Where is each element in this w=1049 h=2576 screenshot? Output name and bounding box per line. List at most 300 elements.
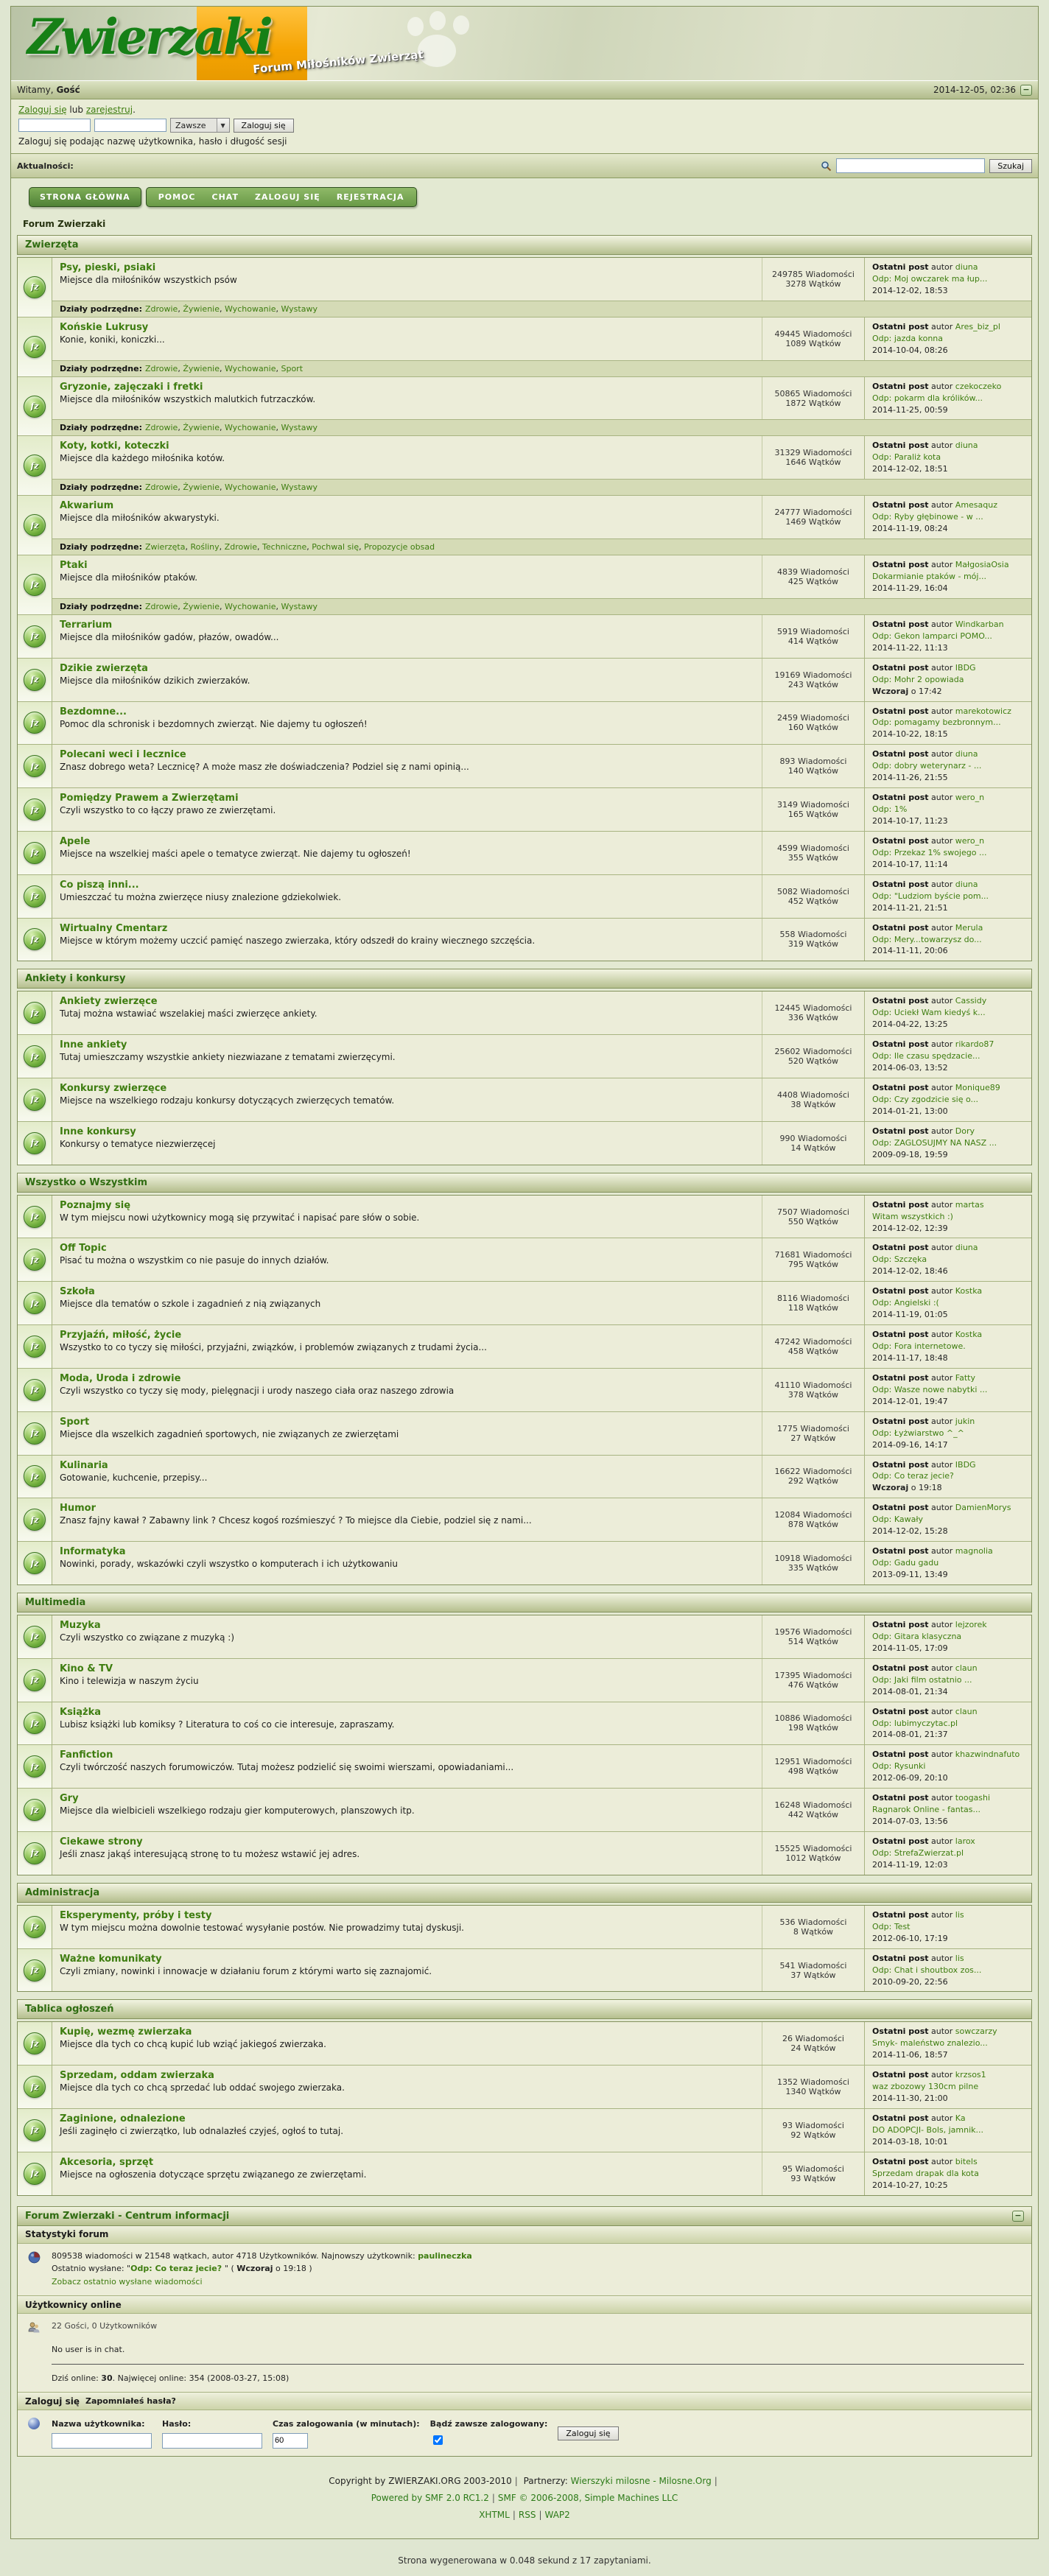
board-icon-label: fz xyxy=(30,1922,39,1932)
board-lastpost-cell xyxy=(864,1702,1031,1745)
subboard-link[interactable]: Żywienie xyxy=(183,601,220,611)
subboard-link[interactable]: Wychowanie xyxy=(225,601,276,611)
lastpost-author-link[interactable]: Merula xyxy=(955,922,983,933)
board-topics: 795 Wątków xyxy=(787,1260,839,1270)
board-messages: 249785 Wiadomości xyxy=(772,269,855,279)
subboard-link[interactable]: Zdrowie xyxy=(144,482,178,493)
lastpost-author-link[interactable]: diuna xyxy=(955,262,978,272)
tab-strona-glowna[interactable]: STRONA GŁÓWNA xyxy=(29,187,141,207)
board-lastpost-cell xyxy=(864,1745,1031,1788)
lastpost-author-link[interactable]: wero_n xyxy=(955,835,985,846)
subboards-band xyxy=(52,360,1031,376)
subboard-link[interactable]: Pochwal się xyxy=(312,542,359,552)
lastpost-title-link[interactable]: Odp: Test xyxy=(872,1921,911,1931)
board-row xyxy=(18,1788,1031,1831)
lastpost-label: Ostatni post xyxy=(872,2156,929,2166)
lastpost-title-link[interactable]: Odp: Paraliż kota xyxy=(872,452,941,463)
board-stats-cell xyxy=(762,1078,864,1121)
tab-chat[interactable]: CHAT xyxy=(211,192,239,202)
board-link[interactable]: Apele xyxy=(60,835,91,847)
subboard-link[interactable]: Wychowanie xyxy=(225,482,276,493)
subboard-link[interactable]: Wychowanie xyxy=(225,303,276,314)
board-lastpost-cell xyxy=(864,1122,1031,1165)
board-status-icon xyxy=(24,1669,46,1691)
lastpost-author-link[interactable]: Amesaquz xyxy=(955,500,998,510)
board-lastpost-cell xyxy=(864,875,1031,918)
lastpost-author-link[interactable]: marekotowicz xyxy=(955,706,1011,716)
view-recent-link[interactable]: Zobacz ostatnio wysłane wiadomości xyxy=(52,2276,203,2287)
board-link[interactable]: Sprzedam, oddam zwierzaka xyxy=(60,2070,214,2082)
lastpost-title-link[interactable]: Odp: StrefaZwierzat.pl xyxy=(872,1847,964,1858)
paw-toe-icon xyxy=(407,17,424,36)
board-icon-cell xyxy=(18,919,52,961)
lastpost-author-link[interactable]: Ares_biz_pl xyxy=(955,321,1000,331)
lastpost-title-link[interactable]: Odp: pokarm dla królików... xyxy=(872,393,983,403)
lastpost-author-link[interactable]: Kostka xyxy=(955,1330,983,1340)
board-topics: 878 Wątków xyxy=(787,1520,839,1530)
lastpost-author-link[interactable]: lis xyxy=(955,1909,964,1920)
lastpost-author-link[interactable]: diuna xyxy=(955,441,978,451)
board-link[interactable]: Co piszą inni... xyxy=(60,879,139,891)
board-row xyxy=(18,992,1031,1034)
lastpost-label: Ostatni post xyxy=(872,1039,929,1050)
board-info-cell xyxy=(52,1702,762,1745)
subboard-link[interactable]: Żywienie xyxy=(183,303,220,314)
quick-login-button[interactable]: Zaloguj się xyxy=(234,119,294,133)
board-stats-cell xyxy=(762,436,864,479)
lastpost-author-link[interactable]: claun xyxy=(955,1663,978,1673)
lastpost-author-link[interactable]: sowczarzy xyxy=(955,2026,997,2037)
lastpost-author-prefix: autor xyxy=(928,1459,955,1470)
board-row xyxy=(18,831,1031,874)
lastpost-author-prefix: autor xyxy=(928,321,955,331)
lastpost-date: 2014-11-19, 08:24 xyxy=(872,524,948,534)
board-link[interactable]: Akwarium xyxy=(60,500,114,512)
board-link[interactable]: Ważne komunikaty xyxy=(60,1953,162,1965)
board-status-icon xyxy=(24,712,46,734)
board-stats-cell xyxy=(762,659,864,701)
lastpost-title-link[interactable]: Odp: Kawały xyxy=(872,1515,923,1525)
wap2-link[interactable]: WAP2 xyxy=(544,2510,570,2521)
board-info-cell xyxy=(52,2152,762,2195)
board-link[interactable]: Konkursy zwierzęce xyxy=(60,1083,167,1094)
board-link[interactable]: Moda, Uroda i zdrowie xyxy=(60,1372,181,1384)
session-duration-label: Czas zalogowania (w minutach): xyxy=(273,2419,420,2429)
board-link[interactable]: Gry xyxy=(60,1793,79,1805)
lastpost-author-link[interactable]: claun xyxy=(955,1706,978,1716)
subboard-link[interactable]: Żywienie xyxy=(183,423,220,433)
lastpost-title-link[interactable]: Odp: Rysunki xyxy=(872,1761,926,1772)
lastpost-author-link[interactable]: Cassidy xyxy=(955,996,987,1006)
rss-link[interactable]: RSS xyxy=(518,2510,536,2521)
board-status-icon xyxy=(24,1465,46,1487)
board-messages: 7507 Wiadomości xyxy=(777,1207,849,1217)
username-field[interactable] xyxy=(52,2433,152,2449)
board-messages: 15525 Wiadomości xyxy=(774,1843,852,1853)
lastpost-label: Ostatni post xyxy=(872,2070,929,2080)
lastpost-author-link[interactable]: Monique89 xyxy=(955,1083,1000,1092)
lastpost-title-link[interactable]: Odp: Mohr 2 opowiada xyxy=(872,674,964,684)
session-duration-field[interactable] xyxy=(273,2433,308,2449)
lastpost-author-link[interactable]: Windkarban xyxy=(955,619,1004,629)
category xyxy=(17,1593,1032,1875)
board-stats-cell xyxy=(762,1542,864,1584)
register-link[interactable]: zarejestruj xyxy=(85,105,133,115)
board-icon-label: fz xyxy=(30,1212,39,1222)
subboard-link[interactable]: Wychowanie xyxy=(225,423,276,433)
board-link[interactable]: Wirtualny Cmentarz xyxy=(60,922,168,934)
board-messages: 95 Wiadomości xyxy=(782,2163,844,2174)
board-link[interactable]: Końskie Lukrusy xyxy=(60,321,149,333)
newest-user-link[interactable]: paulineczka xyxy=(418,2250,472,2261)
lastpost-author-link[interactable]: Dory xyxy=(955,1126,975,1136)
lastpost-author-link[interactable]: IBDG xyxy=(955,1459,976,1470)
search-button[interactable]: Szukaj xyxy=(989,159,1032,173)
board-info-cell xyxy=(52,436,762,479)
subboard-link[interactable]: Wystawy xyxy=(281,423,317,433)
lastpost-title-link[interactable]: Odp: Mery...towarzysz do... xyxy=(872,934,982,944)
lastpost-title-link[interactable]: Odp: Ryby głębinowe - w ... xyxy=(872,512,983,522)
category xyxy=(17,1883,1032,1993)
board-link[interactable]: Inne konkursy xyxy=(60,1126,136,1137)
category-title: Multimedia xyxy=(25,1596,86,1608)
board-stats-cell xyxy=(762,1456,864,1498)
user-login-box xyxy=(11,99,1038,154)
lastpost-title-link[interactable]: Odp: ZAGLOSUJMY NA NASZ ... xyxy=(872,1137,997,1148)
lastpost-title-link[interactable]: Odp: Łyżwiarstwo ^_^ xyxy=(872,1428,964,1438)
subboard-link[interactable]: Rośliny xyxy=(190,542,220,552)
board-stats-cell xyxy=(762,1659,864,1702)
partners-link[interactable]: Wierszyki milosne - Milosne.Org xyxy=(570,2476,712,2487)
board-link[interactable]: Kino & TV xyxy=(60,1663,113,1674)
lastpost-title-link[interactable]: Odp: dobry weterynarz - ... xyxy=(872,761,982,771)
board-icon-label: fz xyxy=(30,2082,39,2092)
board-topics: 160 Wątków xyxy=(787,723,839,733)
lastpost-author-link[interactable]: lis xyxy=(955,1953,964,1963)
board-stats-cell xyxy=(762,1122,864,1165)
forgot-password-link[interactable]: Zapomniałeś hasła? xyxy=(85,2396,176,2407)
board-link[interactable]: Muzyka xyxy=(60,1619,101,1631)
lastpost-title-link[interactable]: Ragnarok Online - fantas... xyxy=(872,1805,981,1815)
board-link[interactable]: Gryzonie, zajęczaki i fretki xyxy=(60,381,203,393)
lastpost-title-link[interactable]: Odp: Gitara klasyczna xyxy=(872,1631,962,1641)
board-link[interactable]: Pomiędzy Prawem a Zwierzętami xyxy=(60,793,239,804)
board-link[interactable]: Off Topic xyxy=(60,1243,107,1254)
lastpost-author-link[interactable]: bitels xyxy=(955,2156,978,2166)
subboard-link[interactable]: Zdrowie xyxy=(144,423,178,433)
board-lastpost-cell xyxy=(864,436,1031,479)
lastpost-author-link[interactable]: khazwindnafuto xyxy=(955,1749,1020,1760)
subboard-link[interactable]: Zdrowie xyxy=(144,303,178,314)
lastpost-author-prefix: autor xyxy=(928,1706,955,1716)
lastpost-author-link[interactable]: rikardo87 xyxy=(955,1039,994,1050)
lastpost-date: 2014-11-25, 00:59 xyxy=(872,404,948,415)
powered-smf-link[interactable]: Powered by SMF 2.0 RC1.2 xyxy=(371,2493,489,2504)
lastpost-author-link[interactable]: diuna xyxy=(955,1243,978,1253)
board-messages: 12084 Wiadomości xyxy=(774,1510,852,1520)
board-description: Konie, koniki, koniczki... xyxy=(60,334,165,345)
board-description: Czyli zmiany, nowinki i innowacje w działaniu forum z którymi warto się zaznajomić. xyxy=(60,1965,432,1976)
lastpost-author-prefix: autor xyxy=(928,749,955,759)
collapse-icon[interactable]: − xyxy=(1020,85,1032,96)
lastpost-title-link[interactable]: DO ADOPCJI- Bols, jamnik... xyxy=(872,2125,984,2135)
subboard-link[interactable]: Zdrowie xyxy=(224,542,258,552)
board-description: Miejsce dla tych co chcą kupić lub wziąć jakiegoś zwierzaka. xyxy=(60,2039,326,2050)
board-stats-cell xyxy=(762,1282,864,1324)
board-info-cell xyxy=(52,788,762,831)
board-link[interactable]: Ptaki xyxy=(60,560,88,572)
board-link[interactable]: Ankiety zwierzęce xyxy=(60,996,158,1008)
board-icon-cell xyxy=(18,1615,52,1658)
login-link[interactable]: Zaloguj się xyxy=(18,105,67,115)
subboard-link[interactable]: Wystawy xyxy=(281,601,317,611)
login-submit-button[interactable]: Zaloguj się xyxy=(558,2426,618,2440)
online-header: Użytkownicy online xyxy=(18,2296,1031,2314)
logo-title[interactable]: Zwierzaki xyxy=(27,8,271,66)
board-status-icon xyxy=(24,625,46,647)
board-row xyxy=(18,1411,1031,1455)
lastpost-author-link[interactable]: czekoczeko xyxy=(955,381,1002,391)
board-stats-cell xyxy=(762,377,864,420)
board-icon-label: fz xyxy=(30,1632,39,1642)
board-description: Miejsce w którym możemy uczcić pamięć naszego zwierzaka, który odszedł do krainy wiecznego szczęścia. xyxy=(60,935,536,946)
board-lastpost-cell xyxy=(864,1456,1031,1498)
lastpost-author-link[interactable]: DamienMorys xyxy=(955,1503,1011,1513)
lastpost-title-link[interactable]: Odp: Fora internetowe. xyxy=(872,1341,966,1351)
lastpost-date: 2014-11-19, 01:05 xyxy=(872,1310,948,1320)
board-icon-cell xyxy=(18,1542,52,1584)
lastpost-label: Ostatni post xyxy=(872,1416,929,1426)
board-link[interactable]: Poznajmy się xyxy=(60,1199,131,1211)
board-description: Miejsce dla miłośników wszystkich malutkich futrzaczków. xyxy=(60,393,316,404)
board-description: Gotowanie, kuchcenie, przepisy... xyxy=(60,1472,208,1483)
subboard-link[interactable]: Propozycje obsad xyxy=(364,542,435,552)
lastpost-title-link[interactable]: Witam wszystkich :) xyxy=(872,1211,953,1221)
board-stats-cell xyxy=(762,1615,864,1658)
board-status-icon xyxy=(24,1509,46,1531)
page-wrapper xyxy=(10,6,1039,2539)
lastpost-title-link[interactable]: Odp: Gadu gadu xyxy=(872,1558,939,1568)
board-link[interactable]: Szkoła xyxy=(60,1286,95,1298)
lastpost-title-link[interactable]: Odp: Uciekł Wam kiedyś k... xyxy=(872,1008,986,1018)
board-icon-cell xyxy=(18,317,52,376)
board-row xyxy=(18,1281,1031,1324)
lastpost-author-link[interactable]: MałgosiaOsia xyxy=(955,560,1009,570)
lastpost-author-link[interactable]: Ka xyxy=(955,2113,966,2124)
lastpost-author-link[interactable]: lejzorek xyxy=(955,1619,987,1629)
lastpost-label: Ostatni post xyxy=(872,793,929,803)
lastpost-label: Ostatni post xyxy=(872,1459,929,1470)
lastpost-title-link[interactable]: Dokarmianie ptaków - mój... xyxy=(872,572,986,581)
board-icon-cell xyxy=(18,875,52,918)
xhtml-link[interactable]: XHTML xyxy=(479,2510,510,2521)
subboard-link[interactable]: Wychowanie xyxy=(225,363,276,373)
lastpost-title-link[interactable]: Odp: Angielski :( xyxy=(872,1298,939,1308)
category-header xyxy=(17,969,1032,989)
tab-pomoc[interactable]: POMOC xyxy=(158,192,196,202)
board-description: W tym miejscu można dowolnie testować wysyłanie postów. Nie prowadzimy tutaj dyskusji. xyxy=(60,1922,464,1933)
board-info-cell xyxy=(52,1456,762,1498)
board-description: Miejsce dla miłośników ptaków. xyxy=(60,572,198,583)
lastpost-date: 2014-11-17, 18:48 xyxy=(872,1352,948,1363)
last-sent-link[interactable]: Odp: Co teraz jecie? xyxy=(130,2264,225,2274)
always-logged-checkbox[interactable] xyxy=(433,2435,443,2445)
lastpost-title-link[interactable]: waz zbozowy 130cm pilne xyxy=(872,2082,979,2092)
board-stats-cell xyxy=(762,2152,864,2195)
footer-links-line: XHTML | RSS | WAP2 xyxy=(479,2510,570,2521)
board-stats-cell xyxy=(762,258,864,301)
lastpost-title-link[interactable]: Odp: Szczęka xyxy=(872,1254,927,1265)
lastpost-title-link[interactable]: Sprzedam drapak dla kota xyxy=(872,2168,979,2178)
board-link[interactable]: Humor xyxy=(60,1503,97,1515)
board-link[interactable]: Dzikie zwierzęta xyxy=(60,662,148,674)
password-field[interactable] xyxy=(162,2433,262,2449)
lastpost-title-link[interactable]: Odp: Gekon lamparci POMO... xyxy=(872,631,992,641)
board-status-icon xyxy=(24,1045,46,1067)
subboard-link[interactable]: Wystawy xyxy=(281,303,317,314)
board-icon-label: fz xyxy=(30,1805,39,1815)
breadcrumb[interactable]: Forum Zwierzaki xyxy=(23,219,106,229)
board-status-icon xyxy=(24,1755,46,1777)
lastpost-title-link[interactable]: Smyk- maleństwo znalezio... xyxy=(872,2038,988,2049)
board-messages: 93 Wiadomości xyxy=(782,2120,844,2130)
lastpost-author-prefix: autor xyxy=(928,1126,955,1136)
board-info-cell xyxy=(52,745,762,787)
search-input[interactable] xyxy=(836,158,985,173)
category xyxy=(17,969,1032,1165)
lastpost-label: Ostatni post xyxy=(872,441,929,451)
category-table xyxy=(17,991,1032,1165)
board-link[interactable]: Psy, pieski, psiaki xyxy=(60,262,156,273)
board-lastpost-cell xyxy=(864,1412,1031,1455)
tab-rejestracja[interactable]: REJESTRACJA xyxy=(336,192,404,202)
board-link[interactable]: Informatyka xyxy=(60,1546,126,1558)
board-topics: 442 Wątków xyxy=(787,1810,839,1820)
lastpost-date: 2014-12-02, 18:53 xyxy=(872,285,948,295)
board-description: Miejsce na ogłoszenia dotyczące sprzętu związanego ze zwierzętami. xyxy=(60,2169,367,2180)
menu-tab-group xyxy=(146,187,417,207)
lastpost-author-link[interactable]: martas xyxy=(955,1199,984,1210)
board-lastpost-cell xyxy=(864,832,1031,874)
lastpost-author-link[interactable]: krzsos1 xyxy=(955,2070,986,2080)
board-row xyxy=(18,2022,1031,2065)
board-link[interactable]: Fanfiction xyxy=(60,1749,113,1761)
board-link[interactable]: Kulinaria xyxy=(60,1459,108,1471)
board-topics: 1340 Wątków xyxy=(785,2087,841,2097)
chevron-down-icon[interactable]: ▼ xyxy=(217,119,229,132)
lastpost-title-link[interactable]: Odp: Co teraz jecie? xyxy=(872,1471,954,1481)
board-link[interactable]: Bezdomne... xyxy=(60,706,127,717)
board-messages: 41110 Wiadomości xyxy=(774,1380,852,1390)
board-status-icon xyxy=(24,1799,46,1821)
board-icon-cell xyxy=(18,1456,52,1498)
lastpost-title-link[interactable]: Odp: Moj owczarek ma łup... xyxy=(872,273,988,284)
board-icon-cell xyxy=(18,659,52,701)
subboard-link[interactable]: Wystawy xyxy=(281,482,317,493)
lastpost-author-link[interactable]: diuna xyxy=(955,879,978,889)
lastpost-author-link[interactable]: diuna xyxy=(955,749,978,759)
lastpost-title-link[interactable]: Odp: pomagamy bezbronnym... xyxy=(872,717,1001,728)
lastpost-author-link[interactable]: jukin xyxy=(955,1416,975,1426)
smf-copyright-link[interactable]: SMF © 2006-2008, Simple Machines LLC xyxy=(497,2493,678,2504)
lastpost-title-link[interactable]: Odp: Jaki film ostatnio ... xyxy=(872,1674,972,1685)
subboard-link[interactable]: Techniczne xyxy=(262,542,307,552)
tab-zaloguj[interactable]: ZALOGUJ SIĘ xyxy=(254,192,320,202)
board-lastpost-cell xyxy=(864,377,1031,420)
board-stats-cell xyxy=(762,1412,864,1455)
subboard-link[interactable]: Żywienie xyxy=(183,363,220,373)
lastpost-author-link[interactable]: Fatty xyxy=(955,1372,975,1383)
lastpost-author-link[interactable]: larox xyxy=(955,1836,975,1846)
subboards-band xyxy=(52,301,1031,317)
board-link[interactable]: Terrarium xyxy=(60,619,113,631)
board-icon-cell xyxy=(18,2152,52,2195)
subboard-link[interactable]: Sport xyxy=(281,363,304,373)
subboard-link[interactable]: Zwierzęta xyxy=(144,542,186,552)
lastpost-author-link[interactable]: toogashi xyxy=(955,1793,991,1803)
board-messages: 4839 Wiadomości xyxy=(777,566,849,577)
board-link[interactable]: Sport xyxy=(60,1416,90,1428)
subboard-link[interactable]: Żywienie xyxy=(183,482,220,493)
board-status-icon xyxy=(24,574,46,596)
quick-login-username-input[interactable] xyxy=(18,119,91,132)
board-row xyxy=(18,435,1031,495)
lastpost-title-link[interactable]: Odp: Wasze nowe nabytki ... xyxy=(872,1384,988,1394)
board-link[interactable]: Zaginione, odnalezione xyxy=(60,2113,186,2125)
board-link[interactable]: Kupię, wezmę zwierzaka xyxy=(60,2026,192,2038)
board-lastpost-cell xyxy=(864,1238,1031,1281)
board-link[interactable]: Inne ankiety xyxy=(60,1039,127,1051)
lastpost-author-link[interactable]: wero_n xyxy=(955,793,985,803)
board-icon-label: fz xyxy=(30,1254,39,1265)
board-row xyxy=(18,1906,1031,1948)
footer xyxy=(11,2464,1038,2531)
lastpost-label: Ostatni post xyxy=(872,1126,929,1136)
session-length-select[interactable] xyxy=(170,118,230,133)
lastpost-author-prefix: autor xyxy=(928,1330,955,1340)
lastpost-title-link[interactable]: Odp: Chat i shoutbox zos... xyxy=(872,1965,982,1975)
subboard-link[interactable]: Zdrowie xyxy=(144,601,178,611)
board-link[interactable]: Ciekawe strony xyxy=(60,1836,143,1847)
board-link[interactable]: Polecani weci i lecznice xyxy=(60,749,186,761)
lastpost-title-link[interactable]: Odp: jazda konna xyxy=(872,333,944,343)
board-link[interactable]: Koty, kotki, koteczki xyxy=(60,441,169,452)
generation-time: Strona wygenerowana w 0.048 sekund z 17 zapytaniami. xyxy=(398,2555,651,2566)
board-lastpost-cell xyxy=(864,788,1031,831)
lastpost-title-link[interactable]: Odp: Czy zgodzicie się o... xyxy=(872,1094,979,1104)
lastpost-author-link[interactable]: magnolia xyxy=(955,1546,993,1557)
subboard-link[interactable]: Zdrowie xyxy=(144,363,178,373)
lastpost-title-link[interactable]: Odp: lubimyczytac.pl xyxy=(872,1718,958,1728)
board-row xyxy=(18,1034,1031,1078)
board-link[interactable]: Książka xyxy=(60,1706,102,1718)
board-link[interactable]: Przyjaźń, miłość, życie xyxy=(60,1330,182,1341)
lastpost-title-link[interactable]: Odp: 1% xyxy=(872,804,908,815)
lastpost-author-link[interactable]: IBDG xyxy=(955,662,976,673)
board-link[interactable]: Eksperymenty, próby i testy xyxy=(60,1909,212,1921)
lastpost-author-link[interactable]: Kostka xyxy=(955,1286,983,1296)
lastpost-title-link[interactable]: Odp: Przekaz 1% swojego ... xyxy=(872,847,987,857)
board-icon-label: fz xyxy=(30,1675,39,1685)
collapse-icon[interactable]: − xyxy=(1012,2211,1024,2222)
lastpost-label: Ostatni post xyxy=(872,1243,929,1253)
board-icon-cell xyxy=(18,615,52,658)
quick-login-password-input[interactable] xyxy=(94,119,166,132)
lastpost-title-link[interactable]: Odp: "Ludziom byście pom... xyxy=(872,891,989,901)
board-link[interactable]: Akcesoria, sprzęt xyxy=(60,2156,154,2168)
board-description: Czyli wszystko co tyczy się mody, pielęgnacji i urody naszego ciała oraz naszego zdrowia xyxy=(60,1385,455,1396)
lastpost-title-link[interactable]: Odp: Ile czasu spędzacie... xyxy=(872,1051,980,1061)
